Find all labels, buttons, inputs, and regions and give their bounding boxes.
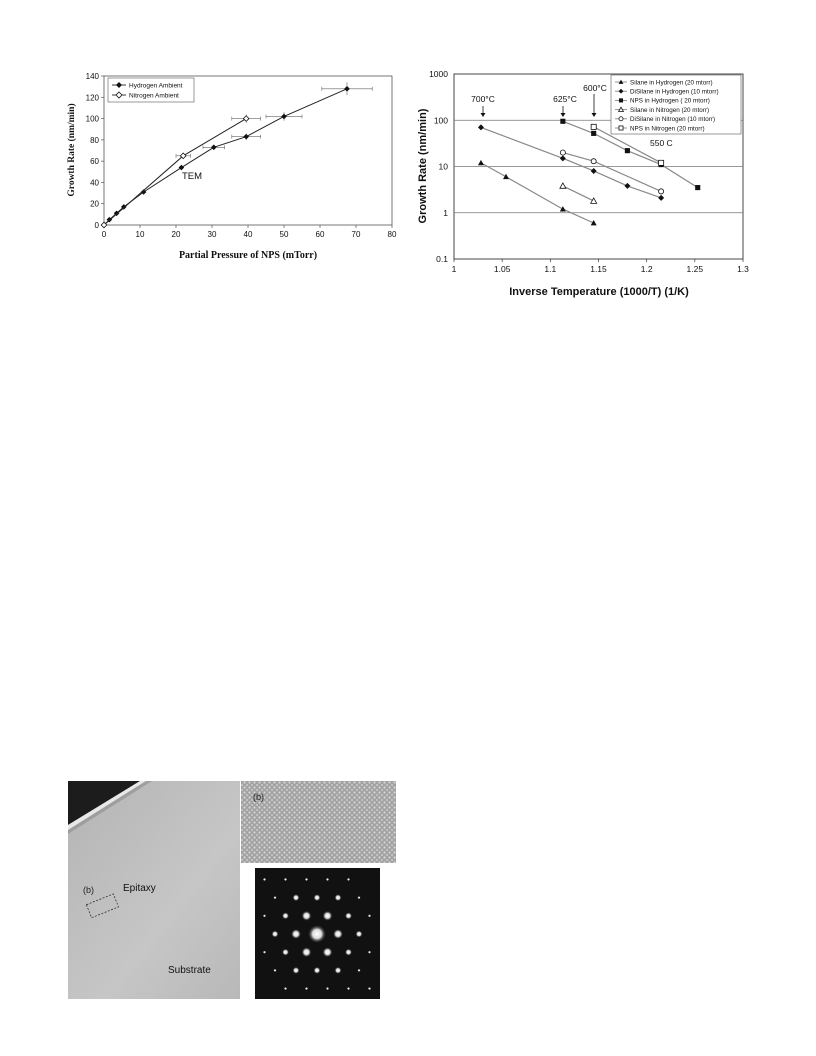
- diffraction-spot: [305, 987, 308, 990]
- y-tick-label: 1000: [429, 69, 448, 79]
- panel-b-label: (b): [253, 792, 264, 802]
- diffraction-spot: [347, 878, 350, 881]
- x-tick-label: 1.2: [640, 264, 653, 274]
- legend-marker-icon: [619, 126, 623, 130]
- data-point: [591, 124, 596, 129]
- data-point: [281, 114, 287, 120]
- data-point: [560, 150, 565, 155]
- series-layer: [478, 119, 700, 226]
- legend: [611, 75, 741, 134]
- diffraction-pattern-panel: [255, 868, 380, 999]
- data-point: [560, 183, 566, 188]
- lattice-image-panel: [241, 781, 396, 863]
- legend-label: NPS in Nitrogen (20 mtorr): [630, 125, 705, 133]
- y-axis-label: Growth Rate (nm/min): [417, 108, 429, 224]
- diffraction-spot: [326, 878, 329, 881]
- data-point: [658, 195, 664, 201]
- x-tick-labels: [452, 259, 750, 274]
- diffraction-spot: [314, 967, 321, 974]
- legend-label: NPS in Hydrogen ( 20 mtorr): [630, 97, 710, 105]
- x-tick-label: 1: [451, 264, 457, 274]
- x-tick-label: 0: [101, 230, 107, 239]
- x-tick-label: 40: [243, 230, 253, 239]
- y-tick-label: 120: [85, 93, 99, 103]
- y-tick-labels: [86, 72, 104, 230]
- x-tick-labels: [102, 225, 397, 239]
- data-point: [659, 189, 664, 194]
- diffraction-spot: [284, 878, 287, 881]
- region-b-label: (b): [83, 885, 94, 895]
- legend-label-hydrogen: Hydrogen Ambient: [129, 82, 183, 90]
- diffraction-spot: [273, 896, 276, 899]
- legend-label: DiSilane in Nitrogen (10 mtorr): [630, 116, 716, 124]
- epitaxy-label: Epitaxy: [123, 883, 156, 894]
- x-tick-label: 20: [171, 230, 181, 239]
- diffraction-spot: [323, 911, 333, 921]
- diffraction-spot: [273, 969, 276, 972]
- x-tick-label: 1.25: [686, 264, 704, 274]
- diffraction-spot: [293, 967, 300, 974]
- legend-label: Silane in Hydrogen (20 mtorr): [630, 79, 713, 87]
- tem-annotation: TEM: [182, 171, 203, 182]
- series-hydrogen: [101, 82, 372, 227]
- series-0: [478, 160, 597, 226]
- diffraction-spot: [305, 878, 308, 881]
- series-line: [481, 127, 661, 197]
- substrate-label: Substrate: [168, 965, 211, 976]
- x-tick-label: 1.05: [493, 264, 511, 274]
- arrow-down-icon: [481, 113, 486, 117]
- diffraction-spot: [368, 987, 371, 990]
- diffraction-spot: [282, 912, 289, 919]
- arrow-down-icon: [592, 113, 597, 117]
- x-axis-label: Inverse Temperature (1000/T) (1/K): [509, 286, 689, 298]
- diffraction-spot: [345, 912, 352, 919]
- data-point: [560, 155, 566, 161]
- diffraction-spot: [272, 931, 279, 938]
- data-point: [659, 160, 664, 165]
- growth-rate-vs-inverse-temperature-chart: [414, 66, 764, 302]
- annotation-550c: 550 C: [650, 138, 673, 148]
- x-tick-label: 10: [135, 230, 145, 239]
- diffraction-spot: [263, 878, 266, 881]
- y-tick-label: 40: [90, 178, 99, 188]
- diffraction-spot: [368, 914, 371, 917]
- y-tick-label: 10: [438, 161, 448, 172]
- diffraction-spot: [263, 914, 266, 917]
- x-tick-label: 70: [351, 230, 361, 239]
- y-tick-label: 1: [443, 207, 448, 218]
- legend: [108, 78, 194, 102]
- lattice-image: [241, 781, 396, 863]
- x-tick-label: 60: [315, 230, 325, 239]
- legend-label-nitrogen: Nitrogen Ambient: [129, 92, 179, 100]
- diffraction-spot: [323, 947, 333, 957]
- series-line: [104, 89, 347, 225]
- x-axis-label: Partial Pressure of NPS (mTorr): [178, 250, 318, 261]
- data-point: [243, 116, 249, 122]
- series-line: [563, 186, 594, 201]
- legend-label: Silane in Nitrogen (20 mtorr): [630, 106, 710, 114]
- diffraction-spot: [302, 911, 312, 921]
- series-4: [560, 150, 663, 194]
- data-point: [211, 145, 217, 151]
- diffraction-spot: [284, 987, 287, 990]
- y-tick-label: 80: [90, 135, 99, 145]
- y-tick-label: 0.1: [436, 254, 448, 264]
- diffraction-spot: [293, 894, 300, 901]
- y-tick-labels: [429, 69, 448, 264]
- series-3: [560, 183, 597, 203]
- diffraction-spot: [356, 931, 363, 938]
- y-axis-label: Growth Rate (nm/min): [67, 103, 77, 197]
- annotation-600c: 600°C: [583, 83, 607, 93]
- cross-section-image: [68, 781, 240, 999]
- data-point: [591, 168, 597, 174]
- series-layer: [101, 82, 372, 227]
- x-tick-label: 1.1: [544, 264, 557, 274]
- diffraction-spot: [308, 925, 326, 943]
- data-point: [591, 131, 596, 136]
- diffraction-spot: [347, 987, 350, 990]
- data-point: [624, 183, 630, 189]
- annotation-625c: 625°C: [553, 94, 577, 104]
- data-point: [179, 165, 185, 171]
- y-tick-label: 60: [90, 157, 99, 167]
- y-tick-label: 100: [85, 114, 99, 124]
- data-point: [503, 174, 509, 179]
- y-tick-label: 140: [85, 72, 99, 81]
- diffraction-spot: [357, 969, 360, 972]
- data-point: [344, 86, 350, 92]
- data-point: [243, 134, 249, 140]
- diffraction-spot: [335, 967, 342, 974]
- data-point: [695, 185, 700, 190]
- y-tick-label: 20: [90, 199, 99, 209]
- diffraction-spot: [335, 894, 342, 901]
- series-nitrogen: [101, 114, 260, 227]
- diffraction-spot: [368, 951, 371, 954]
- data-point: [591, 159, 596, 164]
- y-tick-label: 100: [433, 115, 448, 126]
- diffraction-spot: [263, 951, 266, 954]
- diffraction-spot: [326, 987, 329, 990]
- arrow-down-icon: [561, 113, 566, 117]
- data-point: [625, 148, 630, 153]
- x-tick-label: 30: [207, 230, 217, 239]
- legend-marker-icon: [619, 117, 623, 121]
- growth-rate-vs-nps-pressure-chart: [58, 66, 403, 268]
- x-tick-label: 50: [279, 230, 289, 239]
- diffraction-spot: [333, 929, 343, 939]
- diffraction-spot: [291, 929, 301, 939]
- legend-label: DiSilane in Hydrogen (10 mtorr): [630, 88, 719, 96]
- diffraction-spot: [345, 949, 352, 956]
- x-tick-label: 1.15: [590, 264, 607, 274]
- diffraction-spot: [282, 949, 289, 956]
- data-point: [560, 206, 566, 211]
- y-tick-label: 0: [94, 221, 99, 230]
- diffraction-spot: [314, 894, 321, 901]
- x-tick-label: 1.3: [737, 264, 749, 274]
- annotation-700c: 700°C: [471, 94, 495, 104]
- x-tick-label: 80: [387, 230, 397, 239]
- data-point: [478, 124, 484, 130]
- legend-marker-icon: [619, 98, 623, 102]
- tem-micrograph-figure: [68, 781, 396, 999]
- data-point: [560, 119, 565, 124]
- data-point: [478, 160, 484, 165]
- data-point: [591, 198, 597, 203]
- diffraction-spot: [302, 947, 312, 957]
- diffraction-spot: [357, 896, 360, 899]
